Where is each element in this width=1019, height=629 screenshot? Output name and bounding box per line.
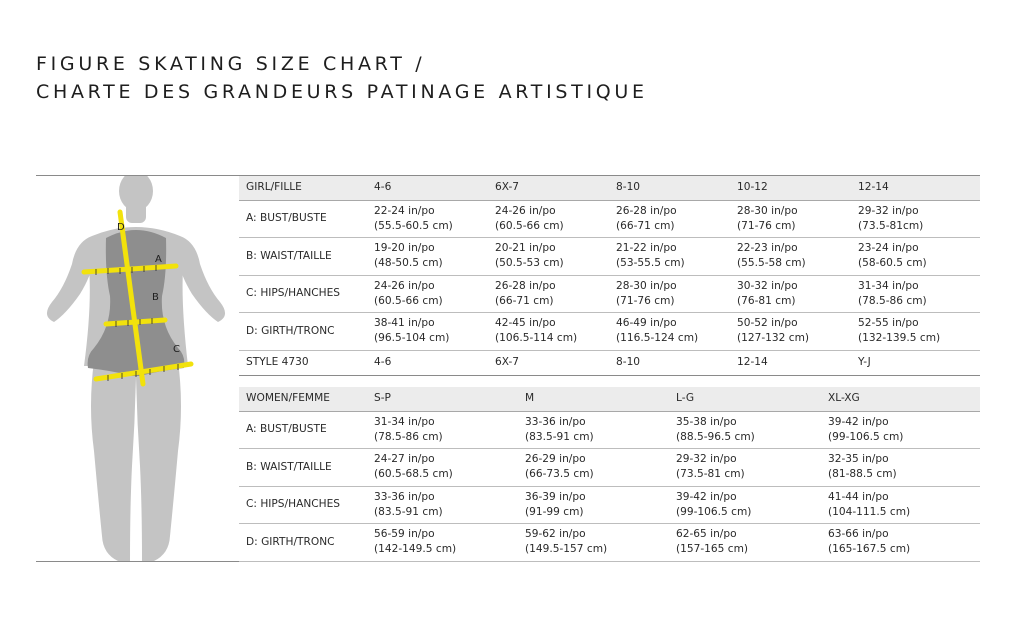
row-label: A: BUST/BUSTE	[239, 200, 374, 238]
measurement-cell: 39-42 in/po (99-106.5 cm)	[676, 486, 828, 524]
measurement-cell: 19-20 in/po (48-50.5 cm)	[374, 238, 495, 276]
row-label: B: WAIST/TAILLE	[239, 449, 374, 487]
measurement-cell: 26-28 in/po (66-71 cm)	[616, 200, 737, 238]
measurement-cell: 26-28 in/po (66-71 cm)	[495, 275, 616, 313]
measurement-cell: 23-24 in/po (58-60.5 cm)	[858, 238, 980, 276]
label-c: C	[173, 344, 180, 355]
women-size-header: XL-XG	[828, 387, 980, 411]
table-row	[239, 275, 980, 313]
measurement-cell: 38-41 in/po (96.5-104 cm)	[374, 313, 495, 351]
measurement-cell: 26-29 in/po (66-73.5 cm)	[525, 449, 676, 487]
row-label: C: HIPS/HANCHES	[239, 275, 374, 313]
label-d: D	[117, 222, 125, 233]
measurement-cell: 31-34 in/po (78.5-86 cm)	[858, 275, 980, 313]
row-label: B: WAIST/TAILLE	[239, 238, 374, 276]
measurement-cell: 28-30 in/po (71-76 cm)	[737, 200, 858, 238]
table-row	[239, 524, 980, 562]
women-size-header: S-P	[374, 387, 525, 411]
title-french: CHARTE DES GRANDEURS PATINAGE ARTISTIQUE	[36, 81, 648, 103]
measurement-cell: 24-26 in/po (60.5-66 cm)	[495, 200, 616, 238]
measurement-cell: 35-38 in/po (88.5-96.5 cm)	[676, 411, 828, 449]
table-row	[239, 238, 980, 276]
measurement-cell: 39-42 in/po (99-106.5 cm)	[828, 411, 980, 449]
measurement-cell: 36-39 in/po (91-99 cm)	[525, 486, 676, 524]
style-size: 4-6	[374, 350, 495, 375]
measurement-cell: 28-30 in/po (71-76 cm)	[616, 275, 737, 313]
row-label: C: HIPS/HANCHES	[239, 486, 374, 524]
style-label: STYLE 4730	[239, 350, 374, 375]
girls-size-table	[239, 176, 980, 376]
style-size: Y-J	[858, 350, 980, 375]
row-label: A: BUST/BUSTE	[239, 411, 374, 449]
measurement-cell: 33-36 in/po (83.5-91 cm)	[525, 411, 676, 449]
label-a: A	[155, 254, 162, 265]
measurement-cell: 46-49 in/po (116.5-124 cm)	[616, 313, 737, 351]
measurement-cell: 62-65 in/po (157-165 cm)	[676, 524, 828, 562]
girls-size-header: 8-10	[616, 176, 737, 200]
measurement-cell: 41-44 in/po (104-111.5 cm)	[828, 486, 980, 524]
measurement-cell: 24-27 in/po (60.5-68.5 cm)	[374, 449, 525, 487]
measurement-cell: 22-24 in/po (55.5-60.5 cm)	[374, 200, 495, 238]
girls-size-header: 12-14	[858, 176, 980, 200]
measurement-cell: 20-21 in/po (50.5-53 cm)	[495, 238, 616, 276]
measurement-figure-illustration	[36, 176, 236, 561]
style-row	[239, 350, 980, 375]
girls-size-header: 10-12	[737, 176, 858, 200]
measurement-cell: 24-26 in/po (60.5-66 cm)	[374, 275, 495, 313]
table-row	[239, 449, 980, 487]
girls-size-header: 4-6	[374, 176, 495, 200]
table-row	[239, 411, 980, 449]
measurement-cell: 52-55 in/po (132-139.5 cm)	[858, 313, 980, 351]
measurement-cell: 29-32 in/po (73.5-81cm)	[858, 200, 980, 238]
girls-header-label: GIRL/FILLE	[239, 176, 374, 200]
measurement-cell: 32-35 in/po (81-88.5 cm)	[828, 449, 980, 487]
table-row	[239, 313, 980, 351]
measurement-cell: 29-32 in/po (73.5-81 cm)	[676, 449, 828, 487]
style-size: 6X-7	[495, 350, 616, 375]
measurement-cell: 31-34 in/po (78.5-86 cm)	[374, 411, 525, 449]
measurement-cell: 42-45 in/po (106.5-114 cm)	[495, 313, 616, 351]
style-size: 12-14	[737, 350, 858, 375]
table-row	[239, 486, 980, 524]
row-label: D: GIRTH/TRONC	[239, 313, 374, 351]
measurement-cell: 33-36 in/po (83.5-91 cm)	[374, 486, 525, 524]
row-label: D: GIRTH/TRONC	[239, 524, 374, 562]
women-size-header: L-G	[676, 387, 828, 411]
page-title	[36, 50, 648, 106]
style-size: 8-10	[616, 350, 737, 375]
girls-size-header: 6X-7	[495, 176, 616, 200]
measurement-cell: 50-52 in/po (127-132 cm)	[737, 313, 858, 351]
measurement-cell: 21-22 in/po (53-55.5 cm)	[616, 238, 737, 276]
women-header-label: WOMEN/FEMME	[239, 387, 374, 411]
women-size-header: M	[525, 387, 676, 411]
measurement-cell: 30-32 in/po (76-81 cm)	[737, 275, 858, 313]
title-english: FIGURE SKATING SIZE CHART /	[36, 53, 426, 75]
measurement-cell: 63-66 in/po (165-167.5 cm)	[828, 524, 980, 562]
measurement-cell: 56-59 in/po (142-149.5 cm)	[374, 524, 525, 562]
girls-header-row	[239, 176, 980, 200]
measurement-cell: 22-23 in/po (55.5-58 cm)	[737, 238, 858, 276]
table-row	[239, 200, 980, 238]
women-header-row	[239, 387, 980, 411]
measurement-cell: 59-62 in/po (149.5-157 cm)	[525, 524, 676, 562]
women-size-table	[239, 387, 980, 562]
label-b: B	[152, 292, 159, 303]
